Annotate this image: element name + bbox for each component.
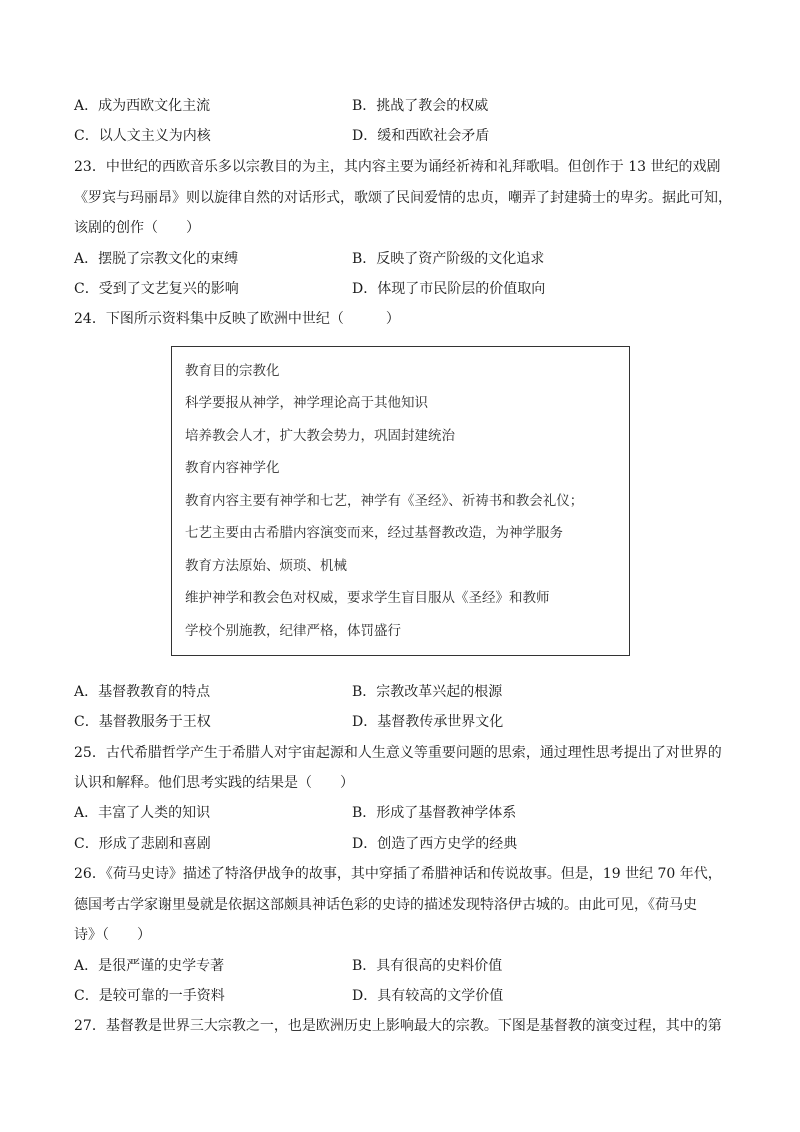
- q22-option-d[interactable]: D．缓和西欧社会矛盾: [352, 128, 490, 144]
- q23-stem-line-1: 23．中世纪的西欧音乐多以宗教目的为主，其内容主要为诵经祈祷和礼拜歌唱。但创作于 13 世纪的戏剧: [74, 159, 721, 175]
- q26-option-a[interactable]: A．是很严谨的史学专著: [74, 958, 225, 974]
- material-line: 教育内容神学化: [185, 460, 280, 476]
- q22-option-a[interactable]: A．成为西欧文化主流: [74, 98, 211, 114]
- q24-option-a[interactable]: A．基督教教育的特点: [74, 684, 211, 700]
- material-line: 教育方法原始、烦琐、机械: [185, 558, 347, 574]
- q26-option-c[interactable]: C．是较可靠的一手资料: [74, 988, 225, 1004]
- q24-material-box: [171, 346, 630, 656]
- q26-stem-line-3: 诗》（ ）: [74, 927, 151, 943]
- q23-stem-line-2: 《罗宾与玛丽昂》则以旋律自然的对话形式，歌颂了民间爱情的忠贞，嘲弄了封建骑士的卑劣。据此可知，: [74, 190, 732, 206]
- q24-option-c[interactable]: C．基督教服务于王权: [74, 714, 211, 730]
- q26-option-b[interactable]: B．具有很高的史料价值: [352, 958, 503, 974]
- q22-option-c[interactable]: C．以人文主义为内核: [74, 128, 211, 144]
- material-line: 教育内容主要有神学和七艺，神学有《圣经》、祈祷书和教会礼仪；: [185, 493, 584, 509]
- material-line: 科学要报从神学，神学理论高于其他知识: [185, 395, 428, 411]
- q25-option-d[interactable]: D．创造了西方史学的经典: [352, 836, 518, 852]
- q22-option-b[interactable]: B．挑战了教会的权威: [352, 98, 489, 114]
- q23-option-b[interactable]: B．反映了资产阶级的文化追求: [352, 251, 545, 267]
- q27-stem-line-1: 27．基督教是世界三大宗教之一，也是欧洲历史上影响最大的宗教。下图是基督教的演变过程，其中的第: [74, 1018, 722, 1034]
- q23-option-a[interactable]: A．摆脱了宗教文化的束缚: [74, 251, 239, 267]
- material-line: 教育目的宗教化: [185, 363, 280, 379]
- q24-stem: 24．下图所示资料集中反映了欧洲中世纪（ ）: [74, 311, 400, 327]
- material-line: 学校个别施教，纪律严格，体罚盛行: [185, 623, 401, 639]
- q25-stem-line-1: 25．古代希腊哲学产生于希腊人对宇宙起源和人生意义等重要问题的思索，通过理性思考提出了对世界的: [74, 745, 722, 761]
- q25-stem-line-2: 认识和解释。他们思考实践的结果是（ ）: [74, 775, 354, 791]
- q23-option-d[interactable]: D．体现了市民阶层的价值取向: [352, 281, 546, 297]
- material-line: 七艺主要由古希腊内容演变而来，经过基督教改造，为神学服务: [185, 525, 563, 541]
- q24-option-d[interactable]: D．基督教传承世界文化: [352, 714, 504, 730]
- q26-stem-line-1: 26．《荷马史诗》描述了特洛伊战争的故事，其中穿插了希腊神话和传说故事。但是，19 世纪 70 年代，: [74, 866, 722, 882]
- q23-option-c[interactable]: C．受到了文艺复兴的影响: [74, 281, 239, 297]
- q23-stem-line-3: 该剧的创作（ ）: [74, 220, 200, 236]
- q26-option-d[interactable]: D．具有较高的文学价值: [352, 988, 504, 1004]
- q25-option-b[interactable]: B．形成了基督教神学体系: [352, 805, 517, 821]
- q24-option-b[interactable]: B．宗教改革兴起的根源: [352, 684, 503, 700]
- q26-stem-line-2: 德国考古学家谢里曼就是依据这部颇具神话色彩的史诗的描述发现特洛伊古城的。由此可见，《荷马史: [74, 897, 697, 913]
- material-line: 维护神学和教会色对权威，要求学生盲目服从《圣经》和教师: [185, 590, 550, 606]
- q25-option-c[interactable]: C．形成了悲剧和喜剧: [74, 836, 211, 852]
- q25-option-a[interactable]: A．丰富了人类的知识: [74, 805, 211, 821]
- material-line: 培养教会人才，扩大教会势力，巩固封建统治: [185, 428, 455, 444]
